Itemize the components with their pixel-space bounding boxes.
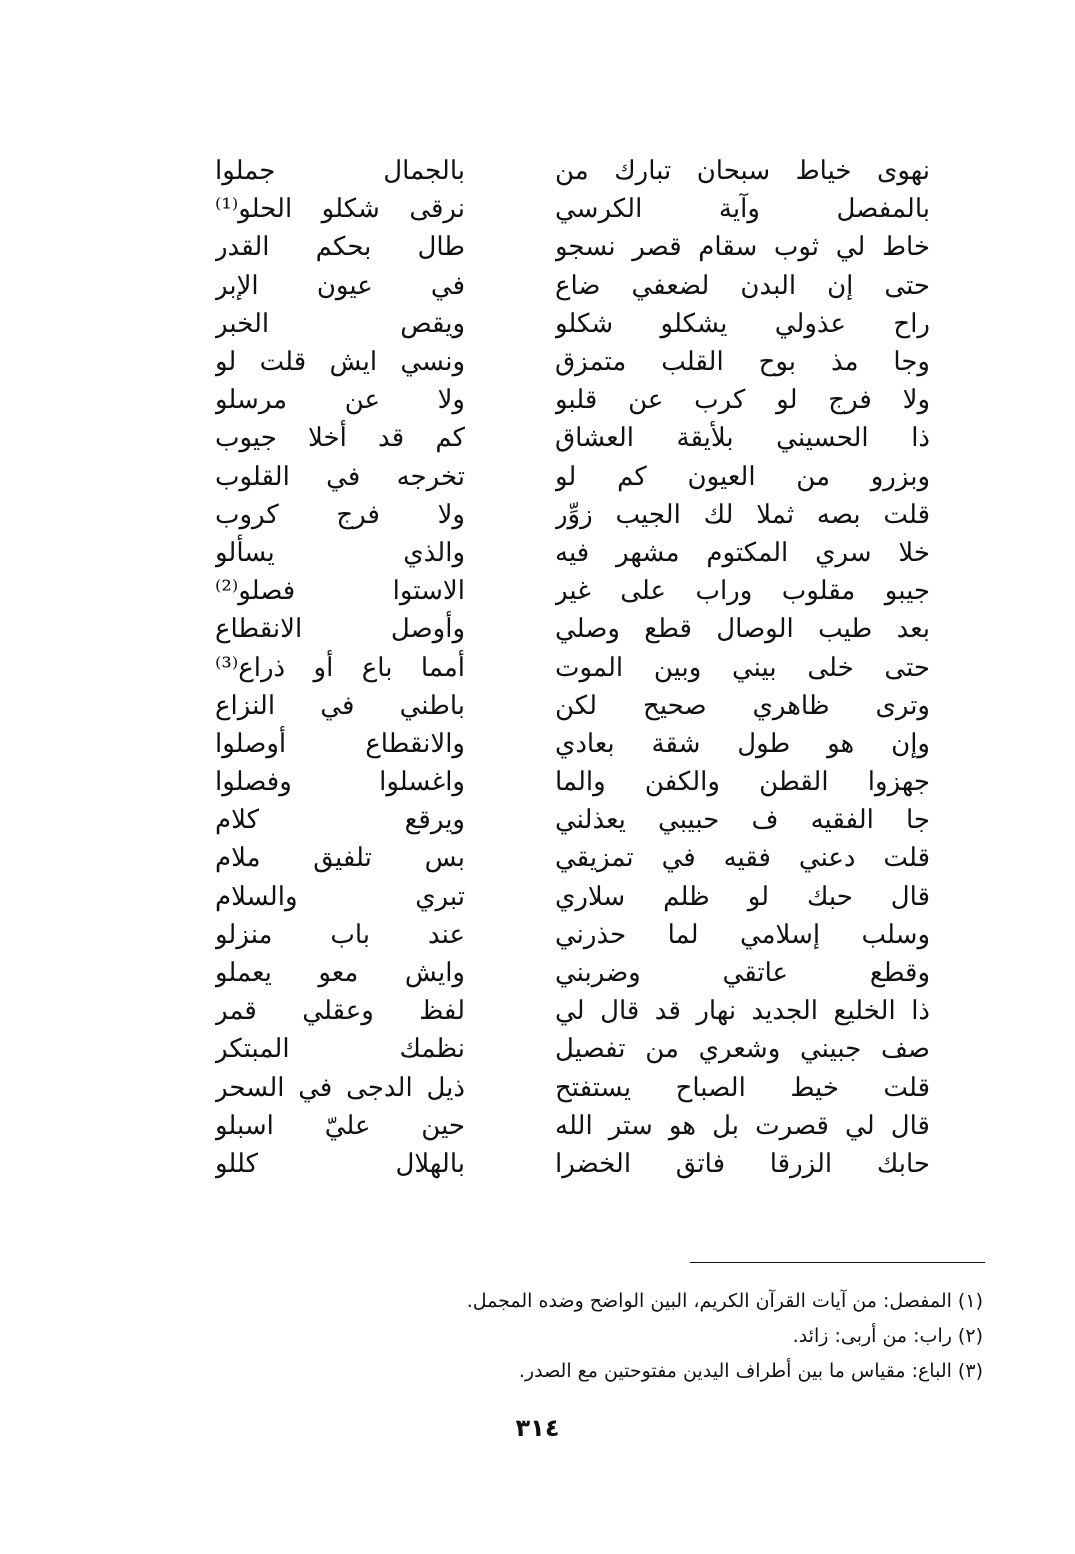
second-hemistich: باطني في النزاع — [215, 690, 465, 721]
second-hemistich: الاستوا فصلو⁽²⁾ — [215, 576, 465, 607]
second-hemistich: واغسلوا وفصلوا — [215, 767, 465, 798]
verse-line — [215, 1069, 930, 1107]
verse-line — [215, 725, 930, 763]
verse-line — [215, 687, 930, 725]
second-hemistich: طال بحكم القدر — [215, 232, 465, 263]
poem-body — [215, 152, 930, 1183]
footnotes — [263, 1284, 983, 1389]
second-hemistich: حين عليّ اسبلو — [215, 1110, 465, 1141]
first-hemistich: بعد طيب الوصال قطع وصلي — [555, 614, 930, 645]
verse-line — [215, 992, 930, 1030]
verse-line — [215, 381, 930, 419]
verse-line — [215, 878, 930, 916]
first-hemistich: خلا سري المكتوم مشهر فيه — [555, 537, 930, 568]
first-hemistich: راح عذولي يشكلو شكلو — [555, 308, 930, 339]
verse-line — [215, 267, 930, 305]
verse-line — [215, 572, 930, 610]
first-hemistich: صف جبيني وشعري من تفصيل — [555, 1034, 930, 1065]
first-hemistich: جهزوا القطن والكفن والما — [555, 767, 930, 798]
first-hemistich: حتى إن البدن لضعفي ضاع — [555, 270, 930, 301]
first-hemistich: جا الفقيه ف حبيبي يعذلني — [555, 805, 930, 836]
second-hemistich: كم قد أخلا جيوب — [215, 423, 465, 454]
first-hemistich: قلت دعني فقيه في تمزيقي — [555, 843, 930, 874]
second-hemistich: ولا فرج كروب — [215, 499, 465, 530]
footnote-2: (٢) راب: من أربى: زائد. — [792, 1325, 983, 1347]
second-hemistich: عند باب منزلو — [215, 919, 465, 950]
first-hemistich: بالمفصل وآية الكرسي — [555, 194, 930, 225]
first-hemistich: وترى ظاهري صحيح لكن — [555, 690, 930, 721]
first-hemistich: قال حبك لو ظلم سلاري — [555, 881, 930, 912]
second-hemistich: وأوصل الانقطاع — [215, 614, 465, 645]
second-hemistich: نرقى شكلو الحلو⁽¹⁾ — [215, 194, 465, 225]
first-hemistich: حابك الزرقا فاتق الخضرا — [555, 1148, 930, 1179]
first-hemistich: وجا مذ بوح القلب متمزق — [555, 347, 930, 378]
first-hemistich: قلت خيط الصباح يستفتح — [555, 1072, 930, 1103]
verse-line — [215, 1030, 930, 1068]
verse-line — [215, 801, 930, 839]
footnote-divider — [690, 1262, 985, 1263]
second-hemistich: تخرجه في القلوب — [215, 461, 465, 492]
first-hemistich: وإن هو طول شقة بعادي — [555, 728, 930, 759]
verse-line — [215, 763, 930, 801]
verse-line — [215, 839, 930, 877]
first-hemistich: ذا الحسيني بلأيقة العشاق — [555, 423, 930, 454]
verse-line — [215, 496, 930, 534]
footnote-3: (٣) الباع: مقياس ما بين أطراف اليدين مفتوحتين مع الصدر. — [518, 1360, 983, 1382]
verse-line — [215, 1145, 930, 1183]
page-number: ٣١٤ — [515, 1414, 560, 1442]
verse-line — [215, 916, 930, 954]
verse-line — [215, 152, 930, 190]
first-hemistich: جيبو مقلوب وراب على غير — [555, 576, 930, 607]
first-hemistich: خاط لي ثوب سقام قصر نسجو — [555, 232, 930, 263]
second-hemistich: والذي يسألو — [215, 537, 465, 568]
second-hemistich: أمما باع أو ذراع⁽³⁾ — [215, 652, 465, 683]
second-hemistich: بس تلفيق ملام — [215, 843, 465, 874]
second-hemistich: ذيل الدجى في السحر — [215, 1072, 465, 1103]
second-hemistich: بالهلال كللو — [215, 1148, 465, 1179]
verse-line — [215, 190, 930, 228]
verse-line — [215, 954, 930, 992]
second-hemistich: ويرقع كلام — [215, 805, 465, 836]
second-hemistich: والانقطاع أوصلوا — [215, 728, 465, 759]
second-hemistich: تبري والسلام — [215, 881, 465, 912]
second-hemistich: ولا عن مرسلو — [215, 385, 465, 416]
verse-line — [215, 228, 930, 266]
verse-line — [215, 305, 930, 343]
second-hemistich: في عيون الإبر — [215, 270, 465, 301]
first-hemistich: قال لي قصرت بل هو ستر الله — [555, 1110, 930, 1141]
second-hemistich: لفظ وعقلي قمر — [215, 996, 465, 1027]
verse-line — [215, 648, 930, 686]
first-hemistich: قلت بصه ثملا لك الجيب زوِّر — [555, 499, 930, 530]
verse-line — [215, 610, 930, 648]
second-hemistich: ويقص الخبر — [215, 308, 465, 339]
verse-line — [215, 458, 930, 496]
first-hemistich: حتى خلى بيني وبين الموت — [555, 652, 930, 683]
verse-line — [215, 419, 930, 457]
first-hemistich: ولا فرج لو كرب عن قلبو — [555, 385, 930, 416]
verse-line — [215, 534, 930, 572]
first-hemistich: وقطع عاتقي وضربني — [555, 958, 930, 989]
second-hemistich: نظمك المبتكر — [215, 1034, 465, 1065]
first-hemistich: ذا الخليع الجديد نهار قد قال لي — [555, 996, 930, 1027]
second-hemistich: بالجمال جملوا — [215, 156, 465, 187]
second-hemistich: وايش معو يعملو — [215, 958, 465, 989]
verse-line — [215, 1107, 930, 1145]
verse-line — [215, 343, 930, 381]
first-hemistich: وسلب إسلامي لما حذرني — [555, 919, 930, 950]
first-hemistich: نهوى خياط سبحان تبارك من — [555, 156, 930, 187]
second-hemistich: ونسي ايش قلت لو — [215, 347, 465, 378]
first-hemistich: وبزرو من العيون كم لو — [555, 461, 930, 492]
footnote-1: (١) المفصل: من آيات القرآن الكريم، البين الواضح وضده المجمل. — [466, 1290, 983, 1312]
